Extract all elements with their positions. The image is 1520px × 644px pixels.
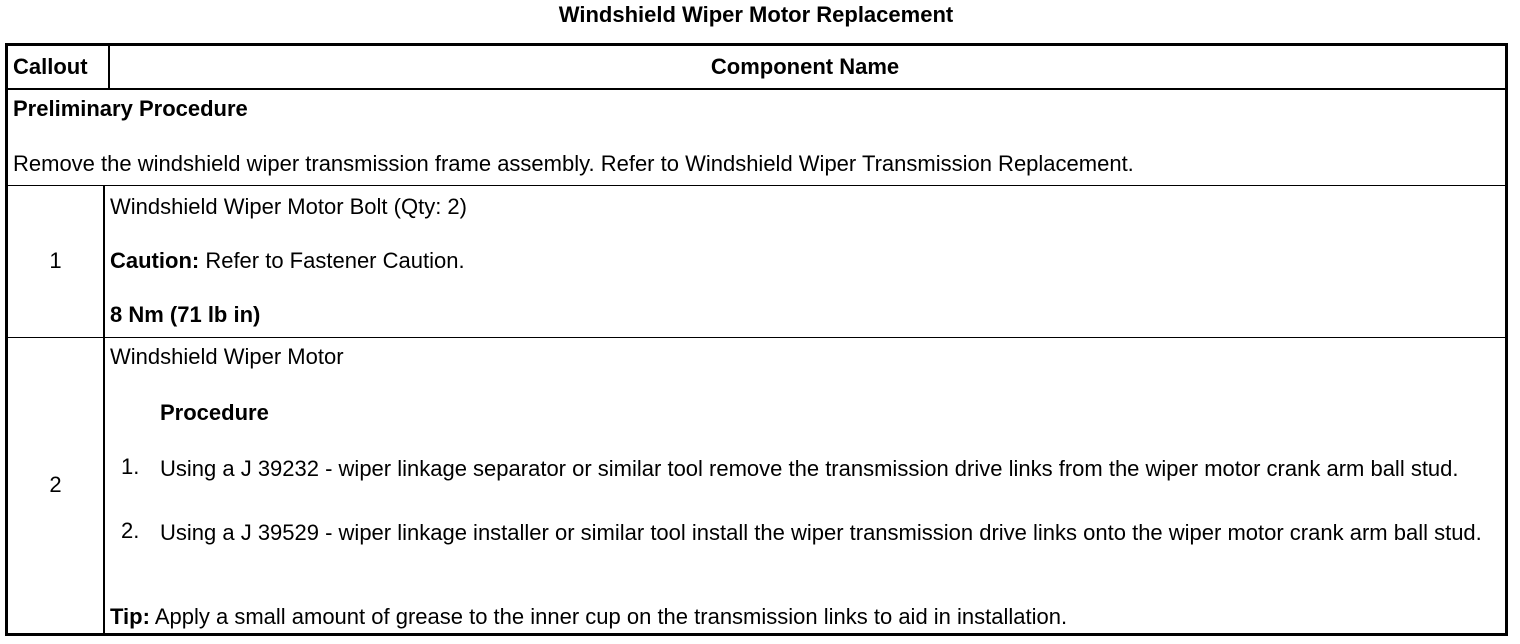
callout-cell xyxy=(8,186,105,337)
caution-label: Caution: xyxy=(110,248,200,273)
tip-label: Tip: xyxy=(110,604,150,629)
component-cell xyxy=(105,186,1505,337)
component-cell xyxy=(105,338,1505,633)
table-row xyxy=(8,338,1505,633)
tip-text: Apply a small amount of grease to the inner cup on the transmission links to aid in installation. xyxy=(149,604,1068,629)
step-text: Using a J 39529 - wiper linkage installer or similar tool install the wiper transmission drive links onto the wiper motor crank arm ball stud. xyxy=(160,520,1482,545)
table-row xyxy=(8,186,1505,338)
caution-text: Refer to Fastener Caution. xyxy=(199,248,465,273)
preliminary-procedure-row xyxy=(8,90,1505,186)
component-name: Windshield Wiper Motor Bolt (Qty: 2) xyxy=(110,194,467,219)
caution-line xyxy=(110,248,465,274)
component-name: Windshield Wiper Motor xyxy=(110,344,344,369)
table-header-row xyxy=(8,46,1505,90)
callout-number: 2 xyxy=(49,472,62,497)
document-title: Windshield Wiper Motor Replacement xyxy=(558,2,954,27)
step-text: Using a J 39232 - wiper linkage separator or similar tool remove the transmission drive links from the wiper motor crank arm ball stud. xyxy=(160,456,1459,481)
procedure-table xyxy=(5,43,1508,636)
header-callout: Callout xyxy=(8,46,110,88)
step-number: 1. xyxy=(121,454,140,479)
callout-number: 1 xyxy=(49,248,62,273)
step-number: 2. xyxy=(121,518,140,543)
preliminary-heading: Preliminary Procedure xyxy=(13,96,248,121)
preliminary-text: Remove the windshield wiper transmission frame assembly. Refer to Windshield Wiper Transmission Replacement. xyxy=(13,151,1134,176)
header-component-name: Component Name xyxy=(710,54,900,79)
callout-cell xyxy=(8,338,105,633)
procedure-heading: Procedure xyxy=(160,400,269,425)
torque-spec: 8 Nm (71 lb in) xyxy=(110,302,261,327)
tip-line xyxy=(110,604,1067,630)
